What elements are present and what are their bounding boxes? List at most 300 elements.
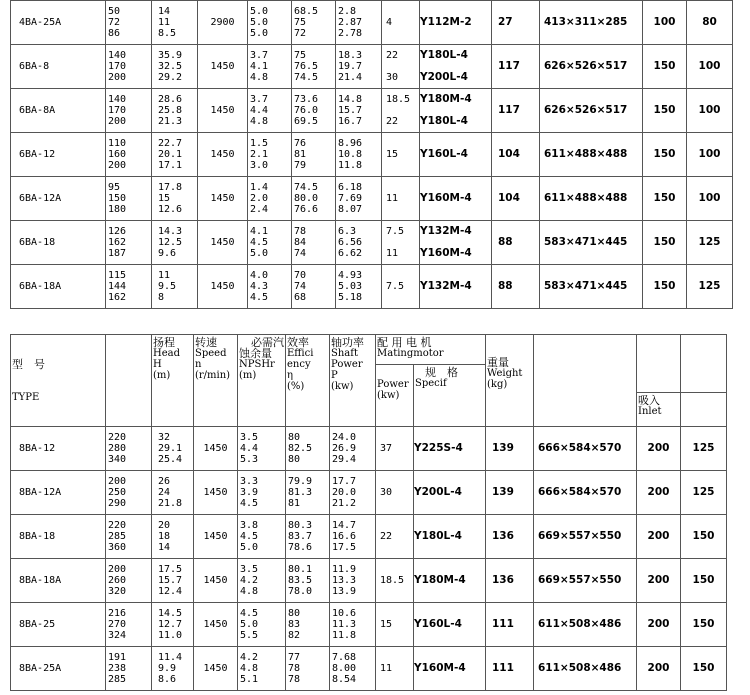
npsh-cell-value: 4.8 xyxy=(240,663,259,674)
head-cell xyxy=(152,89,198,133)
col-header-npsh xyxy=(238,335,286,427)
col-header-efficiency xyxy=(286,335,330,427)
shaft-symbol: P xyxy=(331,370,338,381)
npsh-cell-value: 3.5 xyxy=(240,564,259,575)
outlet-cell: 125 xyxy=(681,427,727,471)
head-cell xyxy=(152,515,194,559)
shaft-power-cell xyxy=(330,603,376,647)
head-cell xyxy=(152,603,194,647)
power-cell: 7.5 xyxy=(382,265,420,309)
inlet-cell: 200 xyxy=(637,427,681,471)
flow-cell-value: 250 xyxy=(108,487,127,498)
speed-symbol: n xyxy=(195,359,202,370)
shaft-power-cell xyxy=(330,471,376,515)
outlet-cell: 100 xyxy=(687,177,733,221)
flow-cell-value: 360 xyxy=(108,542,127,553)
npsh-cell-value: 4.1 xyxy=(250,61,269,72)
efficiency-cell-value: 83.5 xyxy=(288,575,313,586)
head-cell-value: 18 xyxy=(158,531,171,542)
flow-cell-value: 95 xyxy=(108,182,121,193)
npsh-cell xyxy=(248,89,292,133)
shaft-power-cell-value: 8.07 xyxy=(338,204,363,215)
efficiency-cell-value: 73.6 xyxy=(294,94,319,105)
efficiency-cell-value: 78 xyxy=(294,226,307,237)
flow-cell-value: 200 xyxy=(108,476,127,487)
motor-model-cell xyxy=(420,45,492,89)
shaft-power-cell-value: 10.8 xyxy=(338,149,363,160)
flow-cell-value: 150 xyxy=(108,193,127,204)
npsh-cell-value: 5.0 xyxy=(250,28,269,39)
shaft-power-cell-value: 6.18 xyxy=(338,182,363,193)
flow-cell-value: 86 xyxy=(108,28,121,39)
dims-cell: 666×584×570 xyxy=(534,471,637,515)
type-cell: 6BA-12A xyxy=(11,177,106,221)
power-cell: 30 xyxy=(376,471,414,515)
power-value: 18.5 xyxy=(386,94,411,105)
type-cell: 8BA-25 xyxy=(11,603,106,647)
shaft-power-cell-value: 26.9 xyxy=(332,443,357,454)
head-en: Head xyxy=(153,348,181,359)
inlet-cell: 150 xyxy=(643,177,687,221)
motor-model-cell: Y160M-4 xyxy=(420,177,492,221)
shaft-power-cell-value: 19.7 xyxy=(338,61,363,72)
shaft-power-cell-value: 7.69 xyxy=(338,193,363,204)
table-body xyxy=(11,1,733,309)
outlet-cell: 125 xyxy=(681,471,727,515)
head-cell-value: 21.3 xyxy=(158,116,183,127)
flow-cell xyxy=(106,133,152,177)
flow-cell xyxy=(106,647,152,691)
inlet-cell: 200 xyxy=(637,471,681,515)
type-cell: 8BA-25A xyxy=(11,647,106,691)
motor-model-cell: Y132M-4 xyxy=(420,265,492,309)
motor-en: Matingmotor xyxy=(377,348,444,359)
head-cell-value: 35.9 xyxy=(158,50,183,61)
shaft-power-cell-value: 11.8 xyxy=(338,160,363,171)
shaft-power-cell xyxy=(330,427,376,471)
head-cell-value: 14.5 xyxy=(158,608,183,619)
eff-en-1: Effici xyxy=(287,348,314,359)
npsh-cell-value: 4.5 xyxy=(250,237,269,248)
type-cell: 8BA-18 xyxy=(11,515,106,559)
speed-cell: 1450 xyxy=(194,559,238,603)
motor-model-cell: Y112M-2 xyxy=(420,1,492,45)
npsh-cell-value: 3.7 xyxy=(250,50,269,61)
head-cell-value: 12.4 xyxy=(158,586,183,597)
col-header-flow xyxy=(106,335,152,427)
motor-model: Y160M-4 xyxy=(420,247,472,259)
flow-cell-value: 260 xyxy=(108,575,127,586)
motor-model: Y180L-4 xyxy=(420,49,468,61)
table-row xyxy=(11,221,733,265)
shaft-power-cell-value: 13.9 xyxy=(332,586,357,597)
flow-cell-value: 220 xyxy=(108,432,127,443)
head-cell-value: 11.0 xyxy=(158,630,183,641)
outlet-cell: 100 xyxy=(687,133,733,177)
flow-cell-value: 126 xyxy=(108,226,127,237)
outlet-cell: 80 xyxy=(687,1,733,45)
efficiency-cell xyxy=(286,427,330,471)
power-value: 22 xyxy=(386,50,399,61)
shaft-power-cell-value: 20.0 xyxy=(332,487,357,498)
dims-cell: 583×471×445 xyxy=(540,221,643,265)
dims-cell: 611×488×488 xyxy=(540,177,643,221)
power-value: 30 xyxy=(386,72,399,83)
flow-cell-value: 220 xyxy=(108,520,127,531)
inlet-cell: 200 xyxy=(637,603,681,647)
motor-model-cell: Y160L-4 xyxy=(414,603,486,647)
head-cell-value: 8.6 xyxy=(158,674,177,685)
efficiency-cell xyxy=(292,45,336,89)
efficiency-cell-value: 80.1 xyxy=(288,564,313,575)
eff-en-2: ency xyxy=(287,359,311,370)
inlet-cell: 150 xyxy=(643,133,687,177)
efficiency-cell-value: 72 xyxy=(294,28,307,39)
head-cell xyxy=(152,1,198,45)
motor-model-cell: Y225S-4 xyxy=(414,427,486,471)
head-cell-value: 11.4 xyxy=(158,652,183,663)
col-header-outlet-top xyxy=(681,335,727,393)
head-cell xyxy=(152,221,198,265)
speed-cell: 1450 xyxy=(194,603,238,647)
flow-cell-value: 191 xyxy=(108,652,127,663)
weight-cell: 139 xyxy=(486,427,534,471)
power-cell: 15 xyxy=(382,133,420,177)
npsh-cell-value: 5.0 xyxy=(240,619,259,630)
npsh-cell xyxy=(238,427,286,471)
flow-cell-value: 170 xyxy=(108,105,127,116)
npsh-cell-value: 2.4 xyxy=(250,204,269,215)
efficiency-cell-value: 74 xyxy=(294,281,307,292)
motor-model-cell: Y180M-4 xyxy=(414,559,486,603)
efficiency-cell xyxy=(286,471,330,515)
weight-cell: 111 xyxy=(486,603,534,647)
efficiency-cell xyxy=(286,515,330,559)
flow-cell-value: 280 xyxy=(108,443,127,454)
type-cn: 型 号 xyxy=(12,357,45,371)
head-cell-value: 9.6 xyxy=(158,248,177,259)
power-cell xyxy=(382,89,420,133)
flow-cell-value: 285 xyxy=(108,674,127,685)
flow-cell xyxy=(106,45,152,89)
power-cell: 4 xyxy=(382,1,420,45)
col-header-speed xyxy=(194,335,238,427)
inlet-cell: 150 xyxy=(643,221,687,265)
pump-spec-table-upper xyxy=(10,0,733,309)
table-row xyxy=(11,265,733,309)
efficiency-cell xyxy=(286,559,330,603)
efficiency-cell xyxy=(292,221,336,265)
flow-cell-value: 72 xyxy=(108,17,121,28)
col-header-dims xyxy=(534,335,637,427)
shaft-power-cell xyxy=(330,647,376,691)
type-cell: 6BA-8A xyxy=(11,89,106,133)
head-cell-value: 9.5 xyxy=(158,281,177,292)
dims-cell: 669×557×550 xyxy=(534,515,637,559)
motor-model-cell: Y200L-4 xyxy=(414,471,486,515)
motor-model: Y132M-4 xyxy=(420,225,472,237)
efficiency-cell-value: 74 xyxy=(294,248,307,259)
power-cell: 11 xyxy=(376,647,414,691)
flow-cell-value: 324 xyxy=(108,630,127,641)
weight-cell: 104 xyxy=(492,177,540,221)
power-value: 7.5 xyxy=(386,226,405,237)
efficiency-cell-value: 78.0 xyxy=(288,586,313,597)
col-header-inlet-top xyxy=(637,335,681,393)
npsh-cell xyxy=(238,471,286,515)
flow-cell-value: 320 xyxy=(108,586,127,597)
efficiency-cell-value: 80.0 xyxy=(294,193,319,204)
npsh-cell-value: 3.3 xyxy=(240,476,259,487)
speed-cell: 1450 xyxy=(194,647,238,691)
head-cell-value: 25.8 xyxy=(158,105,183,116)
npsh-cell xyxy=(238,515,286,559)
col-header-type xyxy=(11,335,106,427)
npsh-cell-value: 4.0 xyxy=(250,270,269,281)
type-cell: 8BA-12A xyxy=(11,471,106,515)
shaft-en-1: Shaft xyxy=(331,348,358,359)
flow-cell-value: 115 xyxy=(108,270,127,281)
dims-cell: 669×557×550 xyxy=(534,559,637,603)
head-cell-value: 29.1 xyxy=(158,443,183,454)
npsh-cell-value: 4.5 xyxy=(250,292,269,303)
head-cell-value: 14 xyxy=(158,542,171,553)
flow-cell xyxy=(106,177,152,221)
weight-cell: 117 xyxy=(492,89,540,133)
head-cell-value: 12.5 xyxy=(158,237,183,248)
npsh-cell xyxy=(248,265,292,309)
shaft-power-cell-value: 11.8 xyxy=(332,630,357,641)
efficiency-cell-value: 80.3 xyxy=(288,520,313,531)
shaft-power-cell-value: 18.3 xyxy=(338,50,363,61)
efficiency-cell-value: 68.5 xyxy=(294,6,319,17)
weight-cn: 重量 xyxy=(487,356,509,369)
power-cell: 11 xyxy=(382,177,420,221)
npsh-cell-value: 3.0 xyxy=(250,160,269,171)
shaft-en-2: Power xyxy=(331,359,363,370)
efficiency-cell-value: 83 xyxy=(288,619,301,630)
outlet-cell: 150 xyxy=(681,647,727,691)
head-cell-value: 21.8 xyxy=(158,498,183,509)
head-cell xyxy=(152,427,194,471)
flow-cell-value: 140 xyxy=(108,50,127,61)
shaft-power-cell-value: 6.3 xyxy=(338,226,357,237)
power-en: Power xyxy=(377,379,409,390)
type-cell: 6BA-18A xyxy=(11,265,106,309)
efficiency-cell-value: 69.5 xyxy=(294,116,319,127)
npsh-cell-value: 4.3 xyxy=(250,281,269,292)
outlet-cell: 150 xyxy=(681,515,727,559)
table-row xyxy=(11,45,733,89)
table-row xyxy=(11,89,733,133)
motor-model-cell xyxy=(420,89,492,133)
head-cell-value: 29.2 xyxy=(158,72,183,83)
flow-cell-value: 170 xyxy=(108,61,127,72)
col-header-inlet xyxy=(637,393,681,427)
power-cell: 18.5 xyxy=(376,559,414,603)
flow-cell xyxy=(106,1,152,45)
efficiency-cell-value: 82.5 xyxy=(288,443,313,454)
spec-cn: 规 格 xyxy=(425,366,458,379)
npsh-cell-value: 4.5 xyxy=(240,608,259,619)
shaft-power-cell-value: 14.7 xyxy=(332,520,357,531)
head-cell-value: 15.7 xyxy=(158,575,183,586)
efficiency-cell-value: 84 xyxy=(294,237,307,248)
flow-cell-value: 285 xyxy=(108,531,127,542)
outlet-cell: 125 xyxy=(687,221,733,265)
flow-cell-value: 162 xyxy=(108,292,127,303)
efficiency-cell xyxy=(292,89,336,133)
efficiency-cell-value: 81.3 xyxy=(288,487,313,498)
npsh-cell-value: 4.4 xyxy=(250,105,269,116)
type-cell: 8BA-18A xyxy=(11,559,106,603)
shaft-power-cell-value: 24.0 xyxy=(332,432,357,443)
inlet-en: Inlet xyxy=(638,406,662,417)
shaft-power-cell-value: 5.18 xyxy=(338,292,363,303)
head-cell-value: 17.8 xyxy=(158,182,183,193)
efficiency-cell-value: 75 xyxy=(294,50,307,61)
flow-cell xyxy=(106,427,152,471)
speed-cell: 1450 xyxy=(194,515,238,559)
type-cell: 6BA-18 xyxy=(11,221,106,265)
npsh-cell-value: 4.4 xyxy=(240,443,259,454)
col-header-outlet xyxy=(681,393,727,427)
inlet-cell: 200 xyxy=(637,515,681,559)
shaft-power-cell-value: 8.96 xyxy=(338,138,363,149)
type-cell: 6BA-12 xyxy=(11,133,106,177)
head-cell-value: 22.7 xyxy=(158,138,183,149)
motor-cn: 配 用 电 机 xyxy=(377,336,432,349)
npsh-cell-value: 4.5 xyxy=(240,498,259,509)
npsh-cell-value: 5.5 xyxy=(240,630,259,641)
power-cell: 37 xyxy=(376,427,414,471)
col-header-shaft-power xyxy=(330,335,376,427)
flow-cell xyxy=(106,559,152,603)
npsh-cell xyxy=(248,45,292,89)
dims-cell: 413×311×285 xyxy=(540,1,643,45)
head-cell-value: 8.5 xyxy=(158,28,177,39)
npsh-cell xyxy=(238,603,286,647)
npsh-cell-value: 3.7 xyxy=(250,94,269,105)
speed-en: Speed xyxy=(195,348,227,359)
type-en: TYPE xyxy=(12,391,40,403)
npsh-cell-value: 4.5 xyxy=(240,531,259,542)
dims-cell: 611×508×486 xyxy=(534,647,637,691)
table-row xyxy=(11,647,727,691)
table-row xyxy=(11,559,727,603)
shaft-power-cell xyxy=(336,177,382,221)
shaft-cn: 轴功率 xyxy=(331,336,364,349)
col-header-spec xyxy=(414,365,486,427)
shaft-power-cell xyxy=(336,133,382,177)
speed-cell: 2900 xyxy=(198,1,248,45)
outlet-cell: 100 xyxy=(687,89,733,133)
npsh-cell-value: 2.1 xyxy=(250,149,269,160)
efficiency-cell xyxy=(286,603,330,647)
efficiency-cell xyxy=(286,647,330,691)
flow-cell xyxy=(106,603,152,647)
eff-cn: 效率 xyxy=(287,336,309,349)
shaft-power-cell-value: 5.03 xyxy=(338,281,363,292)
npsh-cell-value: 5.1 xyxy=(240,674,259,685)
shaft-power-cell-value: 15.7 xyxy=(338,105,363,116)
shaft-power-cell-value: 16.6 xyxy=(332,531,357,542)
table-row xyxy=(11,1,733,45)
dims-cell: 583×471×445 xyxy=(540,265,643,309)
shaft-power-cell-value: 2.87 xyxy=(338,17,363,28)
flow-cell xyxy=(106,265,152,309)
flow-cell xyxy=(106,221,152,265)
shaft-power-cell xyxy=(336,265,382,309)
type-cell: 4BA-25A xyxy=(11,1,106,45)
shaft-unit: (kw) xyxy=(331,381,354,392)
efficiency-cell-value: 76 xyxy=(294,138,307,149)
flow-cell-value: 290 xyxy=(108,498,127,509)
npsh-cell-value: 5.0 xyxy=(250,6,269,17)
head-cell-value: 14.3 xyxy=(158,226,183,237)
spec-en: Specif xyxy=(415,378,447,389)
weight-unit: (kg) xyxy=(487,379,508,390)
npsh-cell xyxy=(248,177,292,221)
power-cell: 22 xyxy=(376,515,414,559)
npsh-cell-value: 4.8 xyxy=(250,72,269,83)
npsh-cell-value: 5.0 xyxy=(250,17,269,28)
efficiency-cell-value: 78.6 xyxy=(288,542,313,553)
efficiency-cell xyxy=(292,1,336,45)
speed-cell: 1450 xyxy=(194,427,238,471)
shaft-power-cell xyxy=(336,45,382,89)
speed-cell: 1450 xyxy=(198,133,248,177)
npsh-cn-1: 必需汽 xyxy=(251,336,284,349)
speed-cell: 1450 xyxy=(198,221,248,265)
npsh-cell-value: 3.9 xyxy=(240,487,259,498)
head-cell xyxy=(152,265,198,309)
motor-model-cell: Y160M-4 xyxy=(414,647,486,691)
shaft-power-cell-value: 14.8 xyxy=(338,94,363,105)
shaft-power-cell-value: 6.56 xyxy=(338,237,363,248)
shaft-power-cell-value: 2.78 xyxy=(338,28,363,39)
npsh-cell-value: 4.1 xyxy=(250,226,269,237)
head-cell xyxy=(152,177,198,221)
efficiency-cell-value: 74.5 xyxy=(294,72,319,83)
power-cell: 15 xyxy=(376,603,414,647)
speed-cell: 1450 xyxy=(198,177,248,221)
flow-cell-value: 200 xyxy=(108,116,127,127)
head-cell-value: 25.4 xyxy=(158,454,183,465)
npsh-cell-value: 1.4 xyxy=(250,182,269,193)
head-cell-value: 20 xyxy=(158,520,171,531)
inlet-cn: 吸入 xyxy=(638,394,660,407)
shaft-power-cell xyxy=(336,1,382,45)
npsh-cell-value: 5.0 xyxy=(250,248,269,259)
efficiency-cell xyxy=(292,265,336,309)
motor-model: Y180L-4 xyxy=(420,115,468,127)
col-header-head xyxy=(152,335,194,427)
head-symbol: H xyxy=(153,359,162,370)
inlet-cell: 150 xyxy=(643,89,687,133)
speed-cn: 转速 xyxy=(195,336,217,349)
dims-cell: 626×526×517 xyxy=(540,45,643,89)
flow-cell-value: 200 xyxy=(108,160,127,171)
efficiency-cell-value: 83.7 xyxy=(288,531,313,542)
eff-unit: (%) xyxy=(287,381,305,392)
shaft-power-cell-value: 21.4 xyxy=(338,72,363,83)
head-cell-value: 32.5 xyxy=(158,61,183,72)
shaft-power-cell-value: 8.54 xyxy=(332,674,357,685)
efficiency-cell-value: 81 xyxy=(294,149,307,160)
shaft-power-cell-value: 7.68 xyxy=(332,652,357,663)
flow-cell-value: 200 xyxy=(108,564,127,575)
